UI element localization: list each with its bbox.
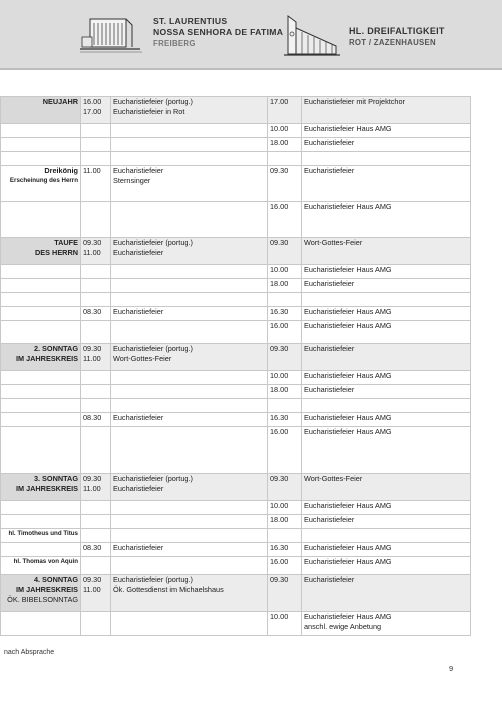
- left-event-cell: [111, 543, 268, 557]
- right-time-cell: [268, 344, 302, 371]
- day-cell: [1, 97, 81, 124]
- left-event-cell-line: Eucharistiefeier (portug.): [113, 474, 193, 483]
- left-time-cell: [81, 501, 111, 515]
- right-time-cell-line: 10.00: [270, 501, 289, 510]
- left-event-cell: [111, 575, 268, 612]
- left-event-cell: [111, 265, 268, 279]
- left-event-cell: [111, 413, 268, 427]
- day-cell: [1, 543, 81, 557]
- day-cell: [1, 575, 81, 612]
- right-time-cell: [268, 474, 302, 501]
- left-time-cell-line: 11.00: [83, 166, 101, 175]
- right-event-cell: [302, 202, 471, 238]
- day-cell-line: IM JAHRESKREIS: [15, 585, 78, 594]
- day-cell-line: 2. SONNTAG: [33, 344, 78, 353]
- left-time-cell: [81, 575, 111, 612]
- left-event-cell-line: Eucharistiefeier (portug.): [113, 344, 193, 353]
- day-cell: [1, 515, 81, 529]
- parish-right-line2: ROT / ZAZENHAUSEN: [349, 38, 436, 47]
- schedule-row: [1, 265, 471, 279]
- left-event-cell-line: Eucharistiefeier: [113, 248, 164, 257]
- right-event-cell: [302, 265, 471, 279]
- right-time-cell-line: 16.00: [270, 202, 289, 211]
- left-event-cell: [111, 202, 268, 238]
- left-time-cell: [81, 557, 111, 575]
- schedule-row: [1, 427, 471, 474]
- day-cell-line: DES HERRN: [35, 248, 78, 257]
- schedule-row: [1, 575, 471, 612]
- left-event-cell-line: Eucharistiefeier: [113, 543, 164, 552]
- day-cell-line: Dreikönig: [44, 166, 78, 175]
- right-time-cell-line: 17.00: [270, 97, 289, 106]
- schedule-row: [1, 501, 471, 515]
- right-event-cell-line: Eucharistiefeier: [304, 515, 355, 524]
- right-event-cell-line: Eucharistiefeier Haus AMG: [304, 371, 392, 380]
- day-cell: [1, 321, 81, 344]
- day-cell-line: 3. SONNTAG: [33, 474, 78, 483]
- right-event-cell-line: Eucharistiefeier: [304, 138, 355, 147]
- right-event-cell: [302, 501, 471, 515]
- parish-right-line1: HL. DREIFALTIGKEIT: [349, 26, 445, 36]
- day-cell: [1, 152, 81, 166]
- left-time-cell-line: 09.30: [83, 474, 102, 483]
- right-time-cell-line: 09.30: [270, 238, 289, 247]
- day-cell: [1, 501, 81, 515]
- left-time-cell: [81, 413, 111, 427]
- right-time-cell: [268, 529, 302, 543]
- right-event-cell-line: Eucharistiefeier Haus AMG: [304, 413, 392, 422]
- church-laurentius-image: [80, 15, 144, 55]
- right-time-cell: [268, 293, 302, 307]
- day-cell: [1, 124, 81, 138]
- right-event-cell-line: Eucharistiefeier Haus AMG: [304, 124, 392, 133]
- day-cell: [1, 307, 81, 321]
- left-event-cell-line: Eucharistiefeier: [113, 307, 164, 316]
- left-time-cell-line: 08.30: [83, 413, 102, 422]
- right-time-cell: [268, 321, 302, 344]
- right-event-cell-line: Eucharistiefeier Haus AMG: [304, 543, 392, 552]
- day-cell: [1, 612, 81, 636]
- day-cell: [1, 371, 81, 385]
- header-divider: [0, 68, 502, 70]
- right-time-cell: [268, 413, 302, 427]
- right-event-cell: [302, 575, 471, 612]
- right-time-cell-line: 18.00: [270, 385, 289, 394]
- day-cell: [1, 265, 81, 279]
- day-cell: [1, 279, 81, 293]
- header-band: [0, 0, 502, 68]
- right-event-cell: [302, 166, 471, 202]
- schedule-row: [1, 138, 471, 152]
- left-time-cell-line: 09.30: [83, 575, 102, 584]
- left-time-cell: [81, 385, 111, 399]
- right-time-cell-line: 09.30: [270, 474, 289, 483]
- left-event-cell: [111, 97, 268, 124]
- right-event-cell: [302, 515, 471, 529]
- right-time-cell: [268, 612, 302, 636]
- left-time-cell: [81, 124, 111, 138]
- left-event-cell: [111, 385, 268, 399]
- right-time-cell-line: 18.00: [270, 279, 289, 288]
- parish-left-line3: FREIBERG: [153, 39, 196, 48]
- schedule-row: [1, 307, 471, 321]
- right-event-cell: [302, 427, 471, 474]
- right-time-cell-line: 16.30: [270, 307, 289, 316]
- right-event-cell-line: Wort-Gottes-Feier: [304, 238, 363, 247]
- right-event-cell: [302, 612, 471, 636]
- left-time-cell: [81, 166, 111, 202]
- left-time-cell: [81, 399, 111, 413]
- right-time-cell: [268, 515, 302, 529]
- right-event-cell: [302, 557, 471, 575]
- right-time-cell-line: 16.30: [270, 413, 289, 422]
- day-cell: [1, 138, 81, 152]
- left-time-cell-line: 11.00: [83, 354, 101, 363]
- right-event-cell: [302, 321, 471, 344]
- right-event-cell: [302, 138, 471, 152]
- left-time-cell: [81, 371, 111, 385]
- left-time-cell-line: 09.30: [83, 238, 102, 247]
- left-event-cell: [111, 279, 268, 293]
- schedule-row: [1, 612, 471, 636]
- right-time-cell: [268, 279, 302, 293]
- right-time-cell: [268, 97, 302, 124]
- left-event-cell: [111, 399, 268, 413]
- right-event-cell: [302, 279, 471, 293]
- page-number: 9: [449, 664, 454, 673]
- day-cell: [1, 399, 81, 413]
- left-event-cell: [111, 427, 268, 474]
- footnote: nach Absprache: [4, 649, 55, 656]
- right-event-cell: [302, 293, 471, 307]
- right-event-cell: [302, 97, 471, 124]
- right-event-cell: [302, 474, 471, 501]
- left-time-cell-line: 08.30: [83, 307, 102, 316]
- schedule-row: [1, 529, 471, 543]
- right-time-cell: [268, 124, 302, 138]
- parish-left-line1: ST. LAURENTIUS: [153, 16, 228, 26]
- left-time-cell: [81, 321, 111, 344]
- right-time-cell-line: 18.00: [270, 515, 289, 524]
- right-time-cell: [268, 265, 302, 279]
- right-event-cell-line: Eucharistiefeier Haus AMG: [304, 202, 392, 211]
- left-event-cell-line: Eucharistiefeier (portug.): [113, 575, 193, 584]
- left-time-cell: [81, 344, 111, 371]
- right-time-cell: [268, 385, 302, 399]
- church-dreifaltigkeit-image: [284, 12, 340, 58]
- right-time-cell: [268, 166, 302, 202]
- right-time-cell: [268, 307, 302, 321]
- right-event-cell-line: Eucharistiefeier: [304, 575, 355, 584]
- day-cell: [1, 529, 81, 543]
- right-event-cell: [302, 307, 471, 321]
- left-time-cell-line: 17.00: [83, 107, 102, 116]
- left-time-cell: [81, 238, 111, 265]
- left-event-cell: [111, 321, 268, 344]
- left-time-cell: [81, 97, 111, 124]
- right-time-cell: [268, 138, 302, 152]
- schedule-row: [1, 543, 471, 557]
- left-time-cell: [81, 427, 111, 474]
- left-event-cell: [111, 612, 268, 636]
- day-cell-line: IM JAHRESKREIS: [15, 354, 78, 363]
- left-event-cell: [111, 371, 268, 385]
- right-event-cell: [302, 413, 471, 427]
- right-time-cell-line: 09.30: [270, 166, 289, 175]
- right-event-cell-line: anschl. ewige Anbetung: [304, 622, 382, 631]
- day-cell-line: TAUFE: [54, 238, 78, 247]
- right-event-cell-line: Eucharistiefeier Haus AMG: [304, 501, 392, 510]
- right-time-cell-line: 16.00: [270, 557, 289, 566]
- schedule-row: [1, 371, 471, 385]
- schedule-row: [1, 413, 471, 427]
- right-event-cell: [302, 385, 471, 399]
- parish-left-line2: NOSSA SENHORA DE FATIMA: [153, 27, 284, 37]
- day-cell-line: hl. Thomas von Aquin: [13, 558, 78, 565]
- left-event-cell: [111, 152, 268, 166]
- left-time-cell-line: 11.00: [83, 248, 101, 257]
- left-time-cell-line: 11.00: [83, 484, 101, 493]
- schedule-row: [1, 279, 471, 293]
- day-cell: [1, 413, 81, 427]
- day-cell-line: hl. Timotheus und Titus: [8, 530, 78, 537]
- right-time-cell-line: 18.00: [270, 138, 289, 147]
- day-cell: [1, 385, 81, 399]
- right-event-cell: [302, 344, 471, 371]
- day-cell: [1, 166, 81, 202]
- day-cell-line: NEUJAHR: [42, 97, 78, 106]
- schedule-row: [1, 515, 471, 529]
- service-schedule-table: [0, 96, 471, 636]
- left-event-cell: [111, 293, 268, 307]
- right-time-cell: [268, 543, 302, 557]
- right-event-cell-line: Eucharistiefeier mit Projektchor: [304, 97, 405, 106]
- left-time-cell: [81, 307, 111, 321]
- schedule-body: [1, 97, 471, 636]
- left-event-cell: [111, 138, 268, 152]
- day-cell: [1, 474, 81, 501]
- right-event-cell-line: Eucharistiefeier Haus AMG: [304, 307, 392, 316]
- left-time-cell: [81, 543, 111, 557]
- left-event-cell-line: Eucharistiefeier: [113, 413, 164, 422]
- right-time-cell: [268, 399, 302, 413]
- left-time-cell: [81, 202, 111, 238]
- left-event-cell-line: Eucharistiefeier (portug.): [113, 238, 193, 247]
- right-event-cell-line: Eucharistiefeier: [304, 279, 355, 288]
- left-event-cell: [111, 238, 268, 265]
- right-event-cell-line: Eucharistiefeier Haus AMG: [304, 427, 392, 436]
- right-time-cell: [268, 427, 302, 474]
- left-time-cell: [81, 612, 111, 636]
- left-event-cell: [111, 124, 268, 138]
- left-event-cell-line: Sternsinger: [113, 176, 151, 185]
- right-time-cell: [268, 501, 302, 515]
- day-cell-line: Erscheinung des Herrn: [9, 177, 78, 184]
- day-cell: [1, 238, 81, 265]
- left-event-cell-line: Ök. Gottesdienst im Michaelshaus: [113, 585, 224, 594]
- schedule-row: [1, 557, 471, 575]
- right-time-cell-line: 09.30: [270, 575, 289, 584]
- day-cell: [1, 293, 81, 307]
- day-cell: [1, 557, 81, 575]
- right-event-cell-line: Eucharistiefeier Haus AMG: [304, 557, 392, 566]
- right-event-cell: [302, 399, 471, 413]
- left-time-cell: [81, 529, 111, 543]
- right-time-cell-line: 16.00: [270, 427, 289, 436]
- left-time-cell: [81, 279, 111, 293]
- right-event-cell-line: Eucharistiefeier: [304, 344, 355, 353]
- right-event-cell: [302, 152, 471, 166]
- left-event-cell: [111, 501, 268, 515]
- left-time-cell: [81, 293, 111, 307]
- left-time-cell-line: 08.30: [83, 543, 102, 552]
- right-event-cell: [302, 124, 471, 138]
- right-event-cell-line: Wort-Gottes-Feier: [304, 474, 363, 483]
- left-event-cell: [111, 344, 268, 371]
- left-event-cell: [111, 166, 268, 202]
- left-event-cell-line: Wort-Gottes-Feier: [113, 354, 172, 363]
- parish-title-right: [349, 26, 445, 48]
- schedule-row: [1, 166, 471, 202]
- left-event-cell: [111, 307, 268, 321]
- left-time-cell: [81, 152, 111, 166]
- day-cell: [1, 427, 81, 474]
- schedule-row: [1, 293, 471, 307]
- schedule-row: [1, 474, 471, 501]
- schedule-row: [1, 152, 471, 166]
- right-event-cell-line: Eucharistiefeier Haus AMG: [304, 612, 392, 621]
- left-time-cell: [81, 515, 111, 529]
- right-time-cell: [268, 238, 302, 265]
- right-event-cell-line: Eucharistiefeier Haus AMG: [304, 321, 392, 330]
- right-time-cell-line: 10.00: [270, 371, 289, 380]
- left-event-cell-line: Eucharistiefeier (portug.): [113, 97, 193, 106]
- left-event-cell: [111, 515, 268, 529]
- right-event-cell-line: Eucharistiefeier: [304, 166, 355, 175]
- right-time-cell-line: 10.00: [270, 265, 289, 274]
- left-time-cell-line: 11.00: [83, 585, 101, 594]
- left-event-cell-line: Eucharistiefeier: [113, 166, 164, 175]
- right-time-cell: [268, 152, 302, 166]
- left-time-cell: [81, 138, 111, 152]
- left-time-cell-line: 09.30: [83, 344, 102, 353]
- schedule-row: [1, 97, 471, 124]
- left-event-cell: [111, 557, 268, 575]
- left-event-cell: [111, 529, 268, 543]
- right-time-cell: [268, 557, 302, 575]
- left-time-cell: [81, 265, 111, 279]
- schedule-row: [1, 321, 471, 344]
- right-event-cell: [302, 543, 471, 557]
- left-time-cell: [81, 474, 111, 501]
- day-cell: [1, 344, 81, 371]
- left-event-cell: [111, 474, 268, 501]
- schedule-row: [1, 202, 471, 238]
- day-cell-line: ÖK. BIBELSONNTAG: [7, 595, 78, 604]
- right-time-cell: [268, 371, 302, 385]
- schedule-row: [1, 399, 471, 413]
- parish-title-left: [153, 16, 283, 49]
- schedule-row: [1, 238, 471, 265]
- schedule-row: [1, 385, 471, 399]
- schedule-row: [1, 344, 471, 371]
- right-time-cell: [268, 575, 302, 612]
- right-time-cell-line: 10.00: [270, 124, 289, 133]
- right-event-cell: [302, 371, 471, 385]
- left-event-cell-line: Eucharistiefeier in Rot: [113, 107, 185, 116]
- right-time-cell-line: 09.30: [270, 344, 289, 353]
- schedule-row: [1, 124, 471, 138]
- right-event-cell: [302, 529, 471, 543]
- day-cell-line: 4. SONNTAG: [33, 575, 78, 584]
- right-time-cell-line: 10.00: [270, 612, 289, 621]
- left-event-cell-line: Eucharistiefeier: [113, 484, 164, 493]
- right-time-cell: [268, 202, 302, 238]
- right-time-cell-line: 16.30: [270, 543, 289, 552]
- right-event-cell-line: Eucharistiefeier: [304, 385, 355, 394]
- right-time-cell-line: 16.00: [270, 321, 289, 330]
- right-event-cell-line: Eucharistiefeier Haus AMG: [304, 265, 392, 274]
- day-cell: [1, 202, 81, 238]
- day-cell-line: IM JAHRESKREIS: [15, 484, 78, 493]
- left-time-cell-line: 16.00: [83, 97, 102, 106]
- right-event-cell: [302, 238, 471, 265]
